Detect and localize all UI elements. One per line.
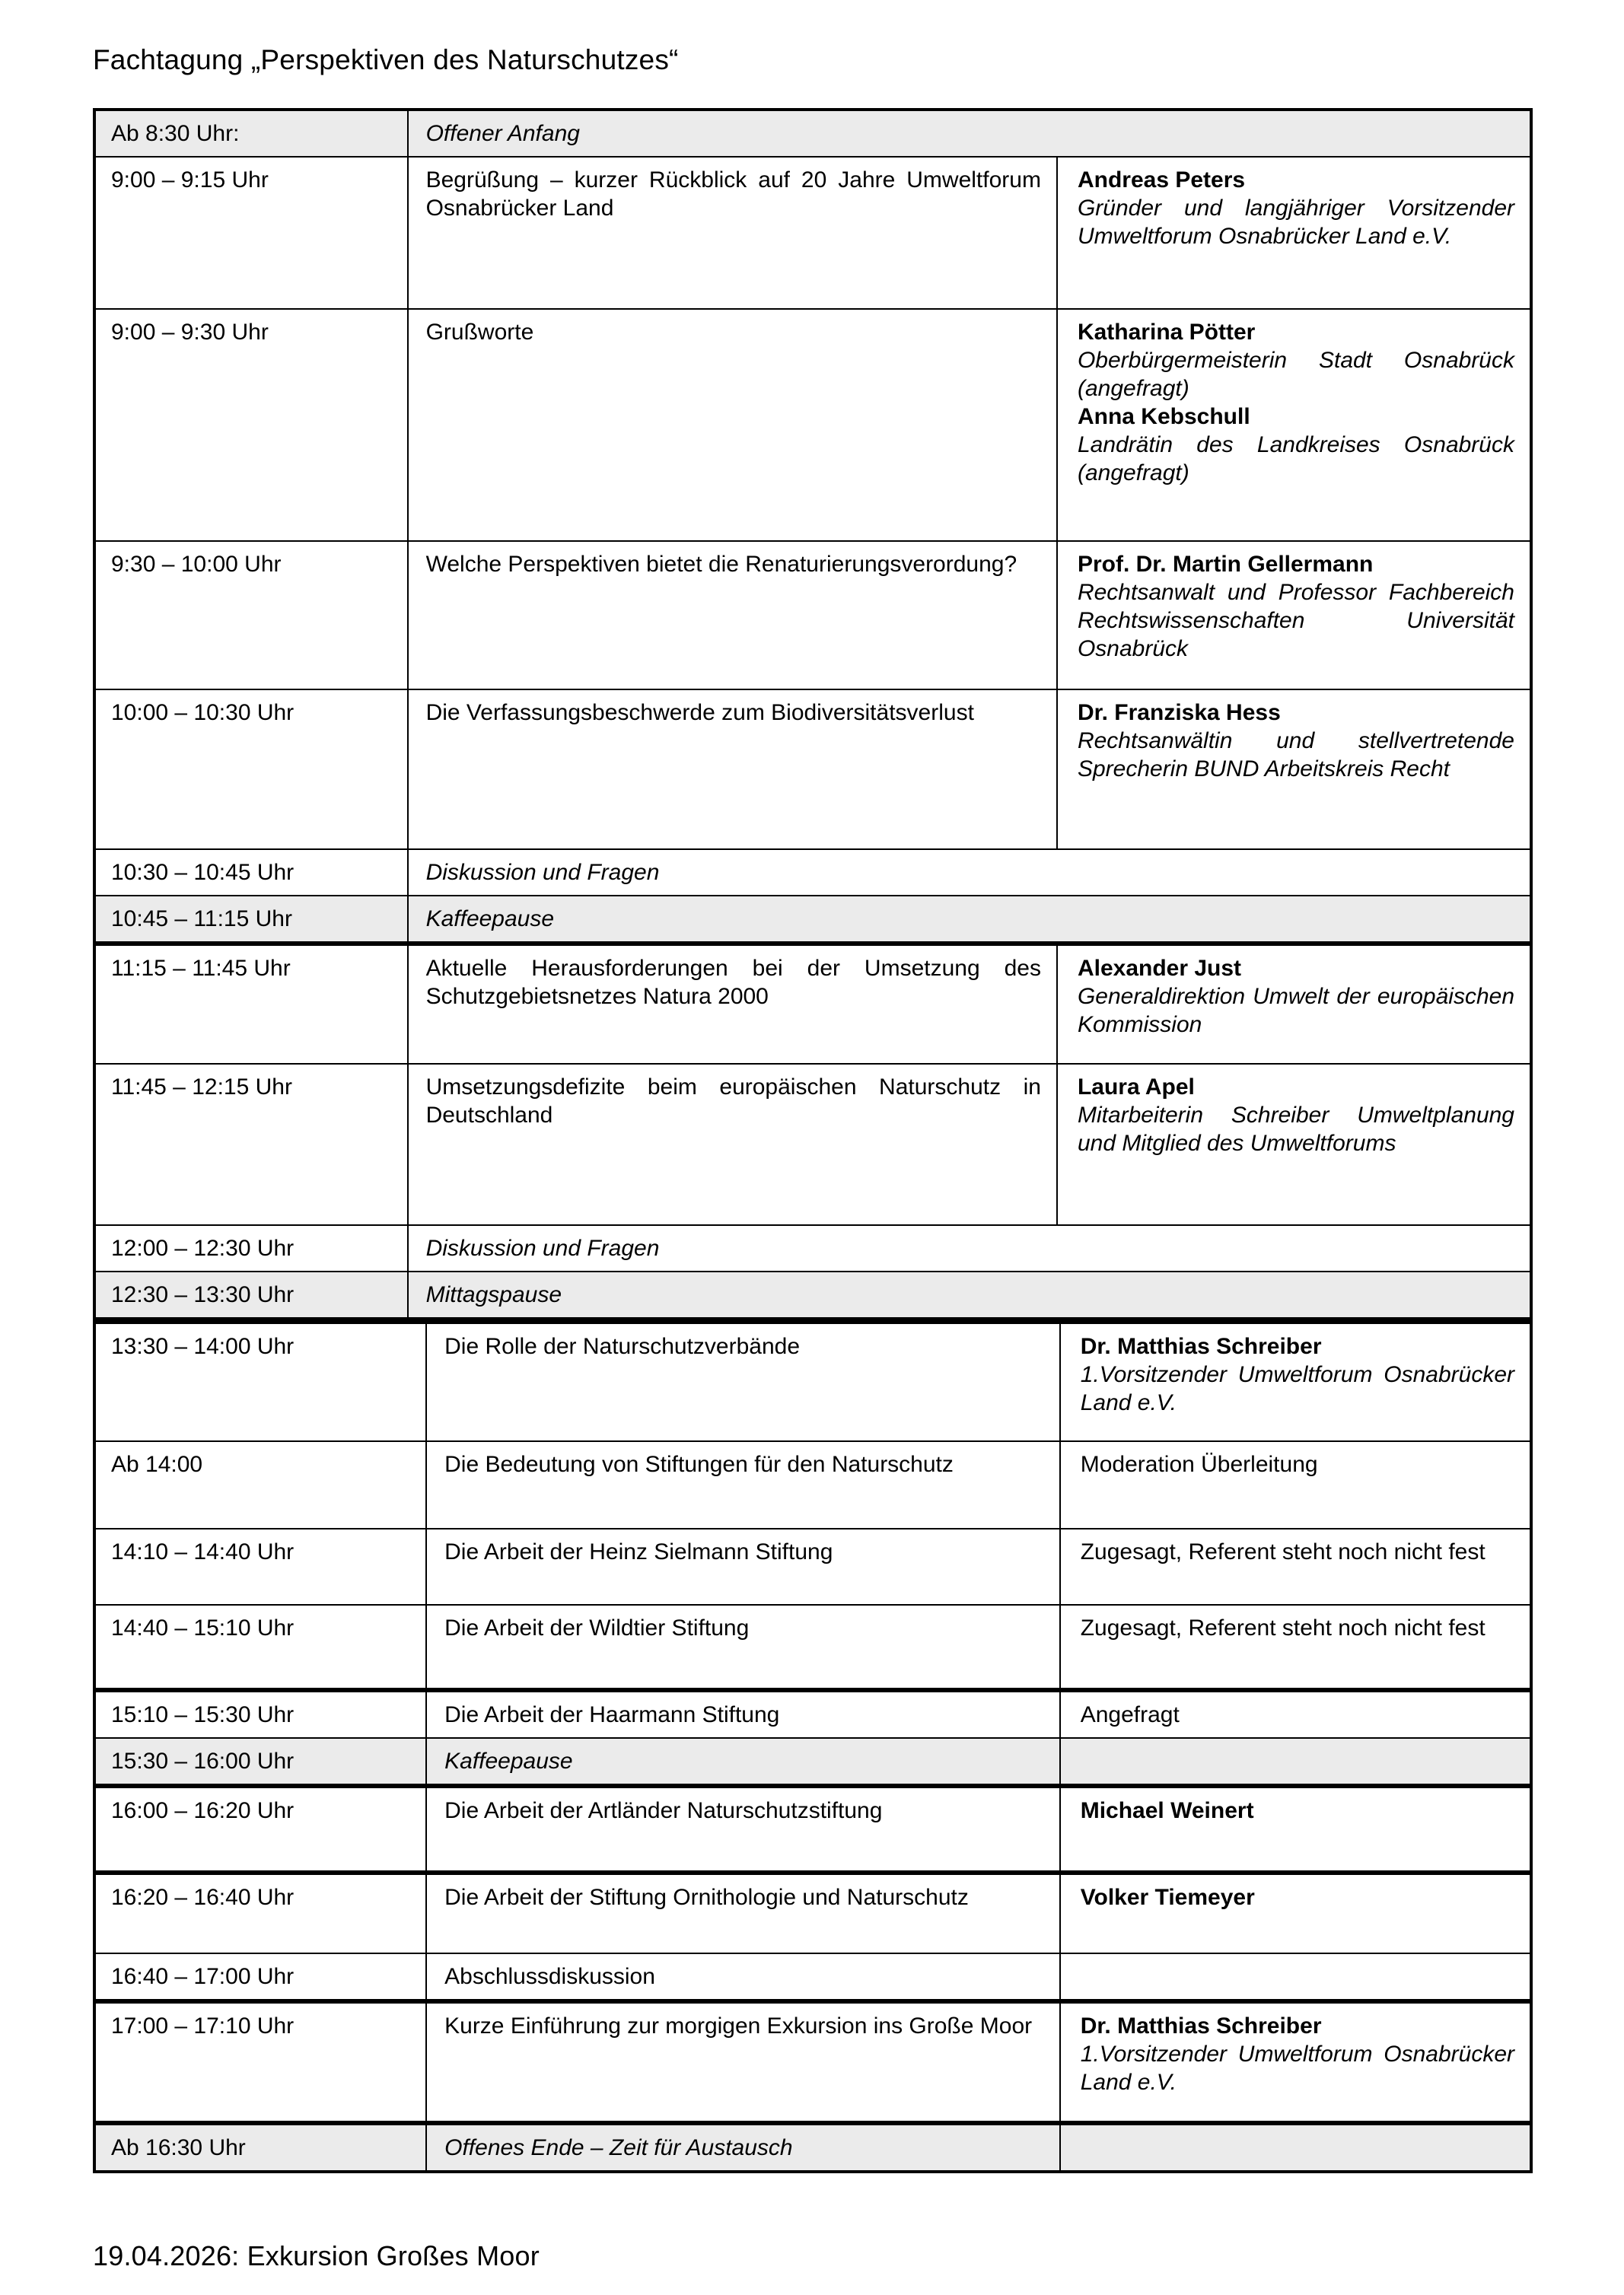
schedule-row — [94, 849, 1531, 896]
speaker-cell — [1060, 1529, 1531, 1605]
topic-cell — [426, 1738, 1060, 1786]
speaker-cell — [1057, 689, 1531, 849]
schedule-row — [94, 1738, 1531, 1786]
schedule-row — [94, 1441, 1531, 1529]
speaker-cell — [1057, 541, 1531, 689]
topic-cell — [426, 2123, 1060, 2172]
time-cell — [94, 2001, 426, 2123]
speaker-cell — [1060, 1738, 1531, 1786]
time-label: 15:10 – 15:30 Uhr — [111, 1701, 295, 1727]
topic-cell — [408, 1272, 1531, 1319]
topic-cell — [426, 1690, 1060, 1738]
schedule-table-morning-body — [94, 110, 1531, 1319]
time-cell — [94, 309, 408, 541]
session-title: Die Bedeutung von Stiftungen für den Naturschutz — [444, 1451, 954, 1477]
schedule-table-morning — [93, 108, 1533, 1322]
time-cell — [94, 1786, 426, 1873]
session-title: Die Verfassungsbeschwerde zum Biodiversitätsverlust — [425, 700, 974, 725]
topic-cell — [426, 1786, 1060, 1873]
session-title: Diskussion und Fragen — [425, 1236, 660, 1261]
speaker-name: Katharina Pötter — [1077, 320, 1256, 345]
schedule-row — [94, 110, 1531, 157]
speaker-cell — [1060, 2001, 1531, 2123]
time-cell — [94, 1064, 408, 1225]
time-cell — [94, 689, 408, 849]
schedule-row — [94, 1529, 1531, 1605]
session-title: Diskussion und Fragen — [425, 860, 660, 885]
session-title: Mittagspause — [425, 1282, 562, 1307]
time-label: 12:30 – 13:30 Uhr — [111, 1282, 295, 1307]
speaker-cell — [1060, 1953, 1531, 2001]
time-label: 10:30 – 10:45 Uhr — [111, 860, 295, 885]
speaker-cell — [1057, 1064, 1531, 1225]
speaker-cell — [1060, 1690, 1531, 1738]
speaker-role: Oberbürgermeisterin Stadt Osnabrück (angefragt) — [1077, 348, 1514, 401]
session-title: Kaffeepause — [444, 1748, 573, 1774]
time-label: Ab 14:00 — [111, 1451, 203, 1477]
speaker-role: Generaldirektion Umwelt der europäischen Kommission — [1077, 984, 1514, 1037]
session-title: Die Arbeit der Haarmann Stiftung — [444, 1701, 780, 1727]
schedule-row — [94, 541, 1531, 689]
session-title: Die Rolle der Naturschutzverbände — [444, 1334, 801, 1359]
speaker-cell — [1057, 157, 1531, 309]
schedule-row — [94, 689, 1531, 849]
speaker-role: 1.Vorsitzender Umweltforum Osnabrücker Land e.V. — [1080, 2041, 1514, 2095]
time-label: 10:00 – 10:30 Uhr — [111, 700, 295, 725]
speaker-name: Volker Tiemeyer — [1080, 1884, 1255, 1910]
session-title: Abschlussdiskussion — [444, 1963, 655, 1989]
speaker-cell — [1060, 1441, 1531, 1529]
time-cell — [94, 1272, 408, 1319]
schedule-row — [94, 1272, 1531, 1319]
schedule-row — [94, 2123, 1531, 2172]
topic-cell — [408, 944, 1057, 1064]
schedule-row — [94, 157, 1531, 309]
time-label: 16:20 – 16:40 Uhr — [111, 1884, 295, 1910]
time-cell — [94, 1529, 426, 1605]
schedule-table-afternoon — [93, 1322, 1533, 2173]
time-label: 17:00 – 17:10 Uhr — [111, 2013, 295, 2039]
time-label: 13:30 – 14:00 Uhr — [111, 1334, 295, 1359]
schedule-table-afternoon-body — [94, 1323, 1531, 2172]
speaker-role: Rechtsanwalt und Professor Fachbereich Rechtswissenschaften Universität Osnabrück — [1077, 580, 1514, 661]
schedule-row — [94, 1323, 1531, 1441]
time-cell — [94, 110, 408, 157]
schedule-row — [94, 1873, 1531, 1953]
topic-cell — [408, 541, 1057, 689]
topic-cell — [426, 1529, 1060, 1605]
speaker-cell — [1060, 1873, 1531, 1953]
session-title: Offener Anfang — [425, 121, 580, 146]
speaker-name: Andreas Peters — [1077, 167, 1246, 193]
time-label: 9:30 – 10:00 Uhr — [111, 552, 282, 577]
document-title: Fachtagung „Perspektiven des Naturschutzes“ — [93, 44, 679, 75]
schedule-row — [94, 944, 1531, 1064]
time-label: 14:40 – 15:10 Uhr — [111, 1615, 295, 1641]
speaker-role: 1.Vorsitzender Umweltforum Osnabrücker Land e.V. — [1080, 1362, 1514, 1415]
topic-cell — [426, 1441, 1060, 1529]
speaker-note: Moderation Überleitung — [1080, 1451, 1318, 1477]
time-cell — [94, 896, 408, 944]
session-title: Die Arbeit der Wildtier Stiftung — [444, 1615, 750, 1641]
topic-cell — [408, 849, 1531, 896]
schedule-row — [94, 1953, 1531, 2001]
session-title: Die Arbeit der Heinz Sielmann Stiftung — [444, 1539, 833, 1564]
speaker-cell — [1057, 309, 1531, 541]
topic-cell — [408, 157, 1057, 309]
speaker-role: Mitarbeiterin Schreiber Umweltplanung und Mitglied des Umweltforums — [1077, 1103, 1514, 1156]
speaker-name: Prof. Dr. Martin Gellermann — [1077, 552, 1374, 577]
time-label: 9:00 – 9:15 Uhr — [111, 167, 269, 193]
speaker-note: Angefragt — [1080, 1701, 1180, 1727]
time-label: 11:45 – 12:15 Uhr — [111, 1074, 292, 1100]
speaker-name: Dr. Matthias Schreiber — [1080, 2013, 1322, 2039]
session-title: Kurze Einführung zur morgigen Exkursion ins Große Moor — [444, 2013, 1033, 2039]
speaker-cell — [1060, 1323, 1531, 1441]
topic-cell — [408, 110, 1531, 157]
speaker-name: Dr. Matthias Schreiber — [1080, 1334, 1322, 1359]
speaker-role: Gründer und langjähriger Vorsitzender Umweltforum Osnabrücker Land e.V. — [1077, 196, 1514, 249]
time-label: 11:15 – 11:45 Uhr — [111, 956, 291, 981]
topic-cell — [408, 689, 1057, 849]
time-cell — [94, 541, 408, 689]
time-cell — [94, 1873, 426, 1953]
time-label: 10:45 – 11:15 Uhr — [111, 906, 292, 931]
schedule-row — [94, 896, 1531, 944]
time-label: 12:00 – 12:30 Uhr — [111, 1236, 295, 1261]
time-cell — [94, 944, 408, 1064]
speaker-cell — [1057, 944, 1531, 1064]
schedule-row — [94, 1690, 1531, 1738]
time-label: 16:40 – 17:00 Uhr — [111, 1963, 295, 1989]
session-title: Die Arbeit der Stiftung Ornithologie und Naturschutz — [444, 1884, 969, 1910]
time-cell — [94, 1441, 426, 1529]
time-cell — [94, 1323, 426, 1441]
speaker-name: Michael Weinert — [1080, 1797, 1254, 1823]
session-title: Grußworte — [425, 320, 534, 345]
time-label: 15:30 – 16:00 Uhr — [111, 1748, 295, 1774]
time-cell — [94, 849, 408, 896]
session-title: Kaffeepause — [425, 906, 555, 931]
speaker-cell — [1060, 1786, 1531, 1873]
time-cell — [94, 1690, 426, 1738]
speaker-role: Rechtsanwältin und stellvertretende Sprecherin BUND Arbeitskreis Recht — [1077, 728, 1514, 781]
time-label: Ab 8:30 Uhr: — [111, 121, 240, 146]
session-title: Welche Perspektiven bietet die Renaturierungsverordung? — [425, 552, 1017, 577]
session-title: Offenes Ende – Zeit für Austausch — [444, 2134, 793, 2160]
time-label: 9:00 – 9:30 Uhr — [111, 320, 269, 345]
topic-cell — [426, 1873, 1060, 1953]
topic-cell — [408, 1225, 1531, 1272]
speaker-name: Anna Kebschull — [1077, 404, 1250, 429]
speaker-cell — [1060, 2123, 1531, 2172]
schedule-row — [94, 2001, 1531, 2123]
topic-cell — [426, 1605, 1060, 1690]
speaker-role: Landrätin des Landkreises Osnabrück (angefragt) — [1077, 432, 1514, 485]
time-label: 16:00 – 16:20 Uhr — [111, 1797, 295, 1823]
topic-cell — [426, 2001, 1060, 2123]
topic-cell — [408, 896, 1531, 944]
speaker-note: Zugesagt, Referent steht noch nicht fest — [1080, 1539, 1485, 1564]
session-title: Aktuelle Herausforderungen bei der Umsetzung des Schutzgebietsnetzes Natura 2000 — [425, 956, 1041, 1009]
schedule-row — [94, 309, 1531, 541]
schedule-row — [94, 1786, 1531, 1873]
schedule-row — [94, 1064, 1531, 1225]
speaker-note: Zugesagt, Referent steht noch nicht fest — [1080, 1615, 1485, 1641]
topic-cell — [426, 1953, 1060, 2001]
schedule-row — [94, 1605, 1531, 1690]
time-cell — [94, 1953, 426, 2001]
topic-cell — [426, 1323, 1060, 1441]
session-title: Die Arbeit der Artländer Naturschutzstiftung — [444, 1797, 883, 1823]
excursion-footer-note: 19.04.2026: Exkursion Großes Moor — [93, 2239, 540, 2271]
topic-cell — [408, 1064, 1057, 1225]
session-title: Umsetzungsdefizite beim europäischen Naturschutz in Deutschland — [425, 1074, 1041, 1128]
time-label: Ab 16:30 Uhr — [111, 2134, 246, 2160]
time-cell — [94, 1225, 408, 1272]
speaker-name: Dr. Franziska Hess — [1077, 700, 1281, 725]
schedule-row — [94, 1225, 1531, 1272]
topic-cell — [408, 309, 1057, 541]
time-cell — [94, 157, 408, 309]
time-cell — [94, 1605, 426, 1690]
speaker-name: Alexander Just — [1077, 956, 1242, 981]
speaker-cell — [1060, 1605, 1531, 1690]
speaker-name: Laura Apel — [1077, 1074, 1195, 1100]
time-label: 14:10 – 14:40 Uhr — [111, 1539, 295, 1564]
time-cell — [94, 2123, 426, 2172]
session-title: Begrüßung – kurzer Rückblick auf 20 Jahre Umweltforum Osnabrücker Land — [425, 167, 1041, 221]
time-cell — [94, 1738, 426, 1786]
